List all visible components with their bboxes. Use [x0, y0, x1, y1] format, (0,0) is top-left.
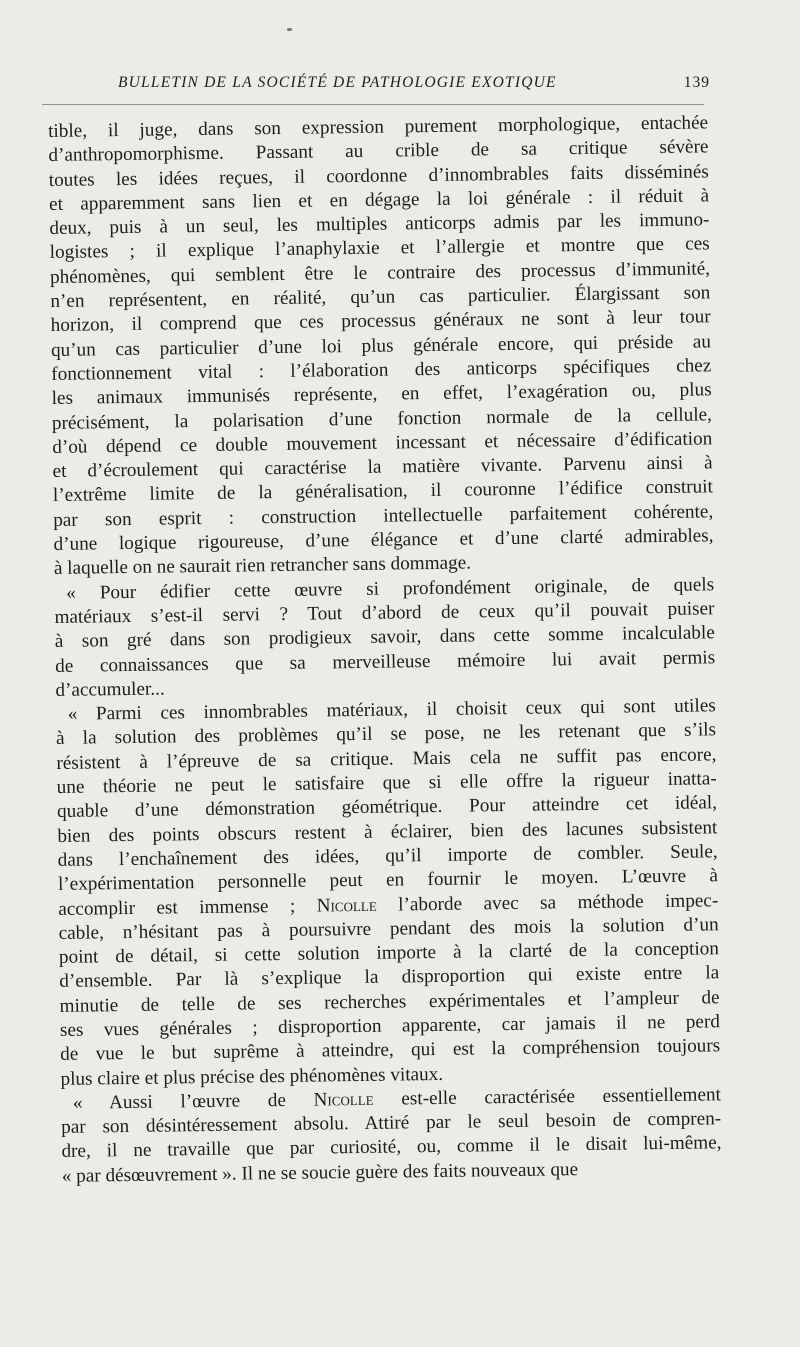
text-line: horizon, il comprend que ces processus généraux ne sont à leur tour	[50, 306, 711, 337]
text-line: cable, n’hésitant pas à poursuivre pendant des mois la solution d’un	[58, 914, 719, 944]
text-line: « Aussi l’œuvre de Nicolle est-elle caractérisée essentiellement	[72, 1084, 721, 1114]
text-line: fonctionnement vital : l’élaboration des anticorps spécifiques chez	[51, 355, 712, 385]
text-line: phénomènes, qui semblent être le contraire des processus d’immunité,	[49, 258, 711, 288]
header-rule	[42, 104, 704, 105]
text-line: l’extrême limite de la généralisation, il couronne l’édifice construit	[52, 476, 714, 507]
text-line: d’anthropomorphisme. Passant au crible de sa critique sévère	[48, 136, 709, 167]
text-line: résistent à l’épreuve de sa critique. Mais cela ne suffit pas encore,	[56, 744, 717, 774]
text-line: « Parmi ces innombrables matériaux, il choisit ceux qui sont utiles	[67, 695, 716, 725]
text-line: matériaux s’est-il servi ? Tout d’abord de ceux qu’il pouvait puiser	[54, 598, 715, 628]
text-line: de connaissances que sa merveilleuse mémoire lui avait permis	[55, 646, 716, 677]
text-line: l’expérimentation personnelle peut en fournir le moyen. L’œuvre à	[57, 865, 719, 896]
text-line: et apparemment sans lien et en dégage la loi générale : il réduit à	[48, 185, 710, 215]
text-line: quable d’une démonstration géométrique. Pour atteindre cet idéal,	[56, 792, 718, 823]
running-title: BULLETIN DE LA SOCIÉTÉ DE PATHOLOGIE EXOTIQUE	[118, 74, 557, 91]
text-line: point de détail, si cette solution importe à la clarté de la conception	[58, 938, 720, 969]
text-line: bien des points obscurs restent à éclairer, bien des lacunes subsistent	[57, 816, 718, 847]
text-line: toutes les idées reçues, il coordonne d’innombrables faits disséminés	[48, 160, 709, 191]
text-line: tible, il juge, dans son expression purement morphologique, entachée	[48, 112, 709, 142]
text-line: qu’un cas particulier d’une loi plus générale encore, qui préside au	[50, 331, 712, 361]
text-line: à laquelle on ne saurait rien retrancher sans dommage.	[53, 552, 472, 580]
text-line: de vue le but suprême à atteindre, qui est la compréhension toujours	[60, 1035, 721, 1066]
text-line: accomplir est immense ; Nicolle l’aborde avec sa méthode impec-	[58, 889, 719, 920]
text-line: d’ensemble. Par là s’explique la disproportion qui existe entre la	[59, 962, 720, 993]
text-line: une théorie ne peut le satisfaire que si elle offre la rigueur inatta-	[56, 768, 717, 798]
text-line: ses vues générales ; disproportion apparente, car jamais il ne perd	[59, 1011, 720, 1041]
text-line: dans l’enchaînement des idées, qu’il importe de combler. Seule,	[57, 841, 718, 871]
text-line: par son désintéressement absolu. Attiré par le seul besoin de compren-	[61, 1108, 722, 1139]
text-line: les animaux immunisés représente, en effet, l’exagération ou, plus	[51, 379, 712, 410]
text-line: plus claire et plus précise des phénomènes vitaux.	[60, 1063, 444, 1090]
text-line: deux, puis à un seul, les multiples anticorps admis par les immuno-	[49, 209, 710, 240]
text-line: à la solution des problèmes qu’il se pose, ne les retenant que s’ils	[55, 719, 717, 750]
text-line: et d’écroulement qui caractérise la matière vivante. Parvenu ainsi à	[52, 452, 713, 483]
text-line: minutie de telle de ses recherches expérimentales et l’ampleur de	[59, 986, 720, 1017]
text-line: dre, il ne travaille que par curiosité, ou, comme il le disait lui-même,	[61, 1132, 722, 1163]
running-header	[42, 74, 712, 104]
text-line: logistes ; il explique l’anaphylaxie et l’allergie et montre que ces	[49, 233, 710, 264]
text-line: « par désœuvrement ». Il ne se soucie guère des faits nouveaux que	[61, 1158, 579, 1187]
page-number: 139	[683, 74, 710, 91]
text-line: d’accumuler...	[55, 678, 165, 701]
text-line: n’en représentent, en réalité, qu’un cas particulier. Élargissant son	[50, 282, 711, 313]
body-text	[48, 111, 722, 1189]
text-line: précisément, la polarisation d’une fonction normale de la cellule,	[51, 403, 713, 434]
text-line: à son gré dans son prodigieux savoir, dans cette somme incalculable	[54, 622, 715, 653]
text-line: d’une logique rigoureuse, d’une élégance et d’une clarté admirables,	[53, 525, 714, 556]
text-line: « Pour édifier cette œuvre si profondément originale, de quels	[66, 573, 715, 604]
print-mark	[287, 28, 292, 31]
text-line: d’où dépend ce double mouvement incessant et nécessaire d’édification	[52, 428, 713, 458]
text-line: par son esprit : construction intellectuelle parfaitement cohérente,	[53, 501, 714, 531]
